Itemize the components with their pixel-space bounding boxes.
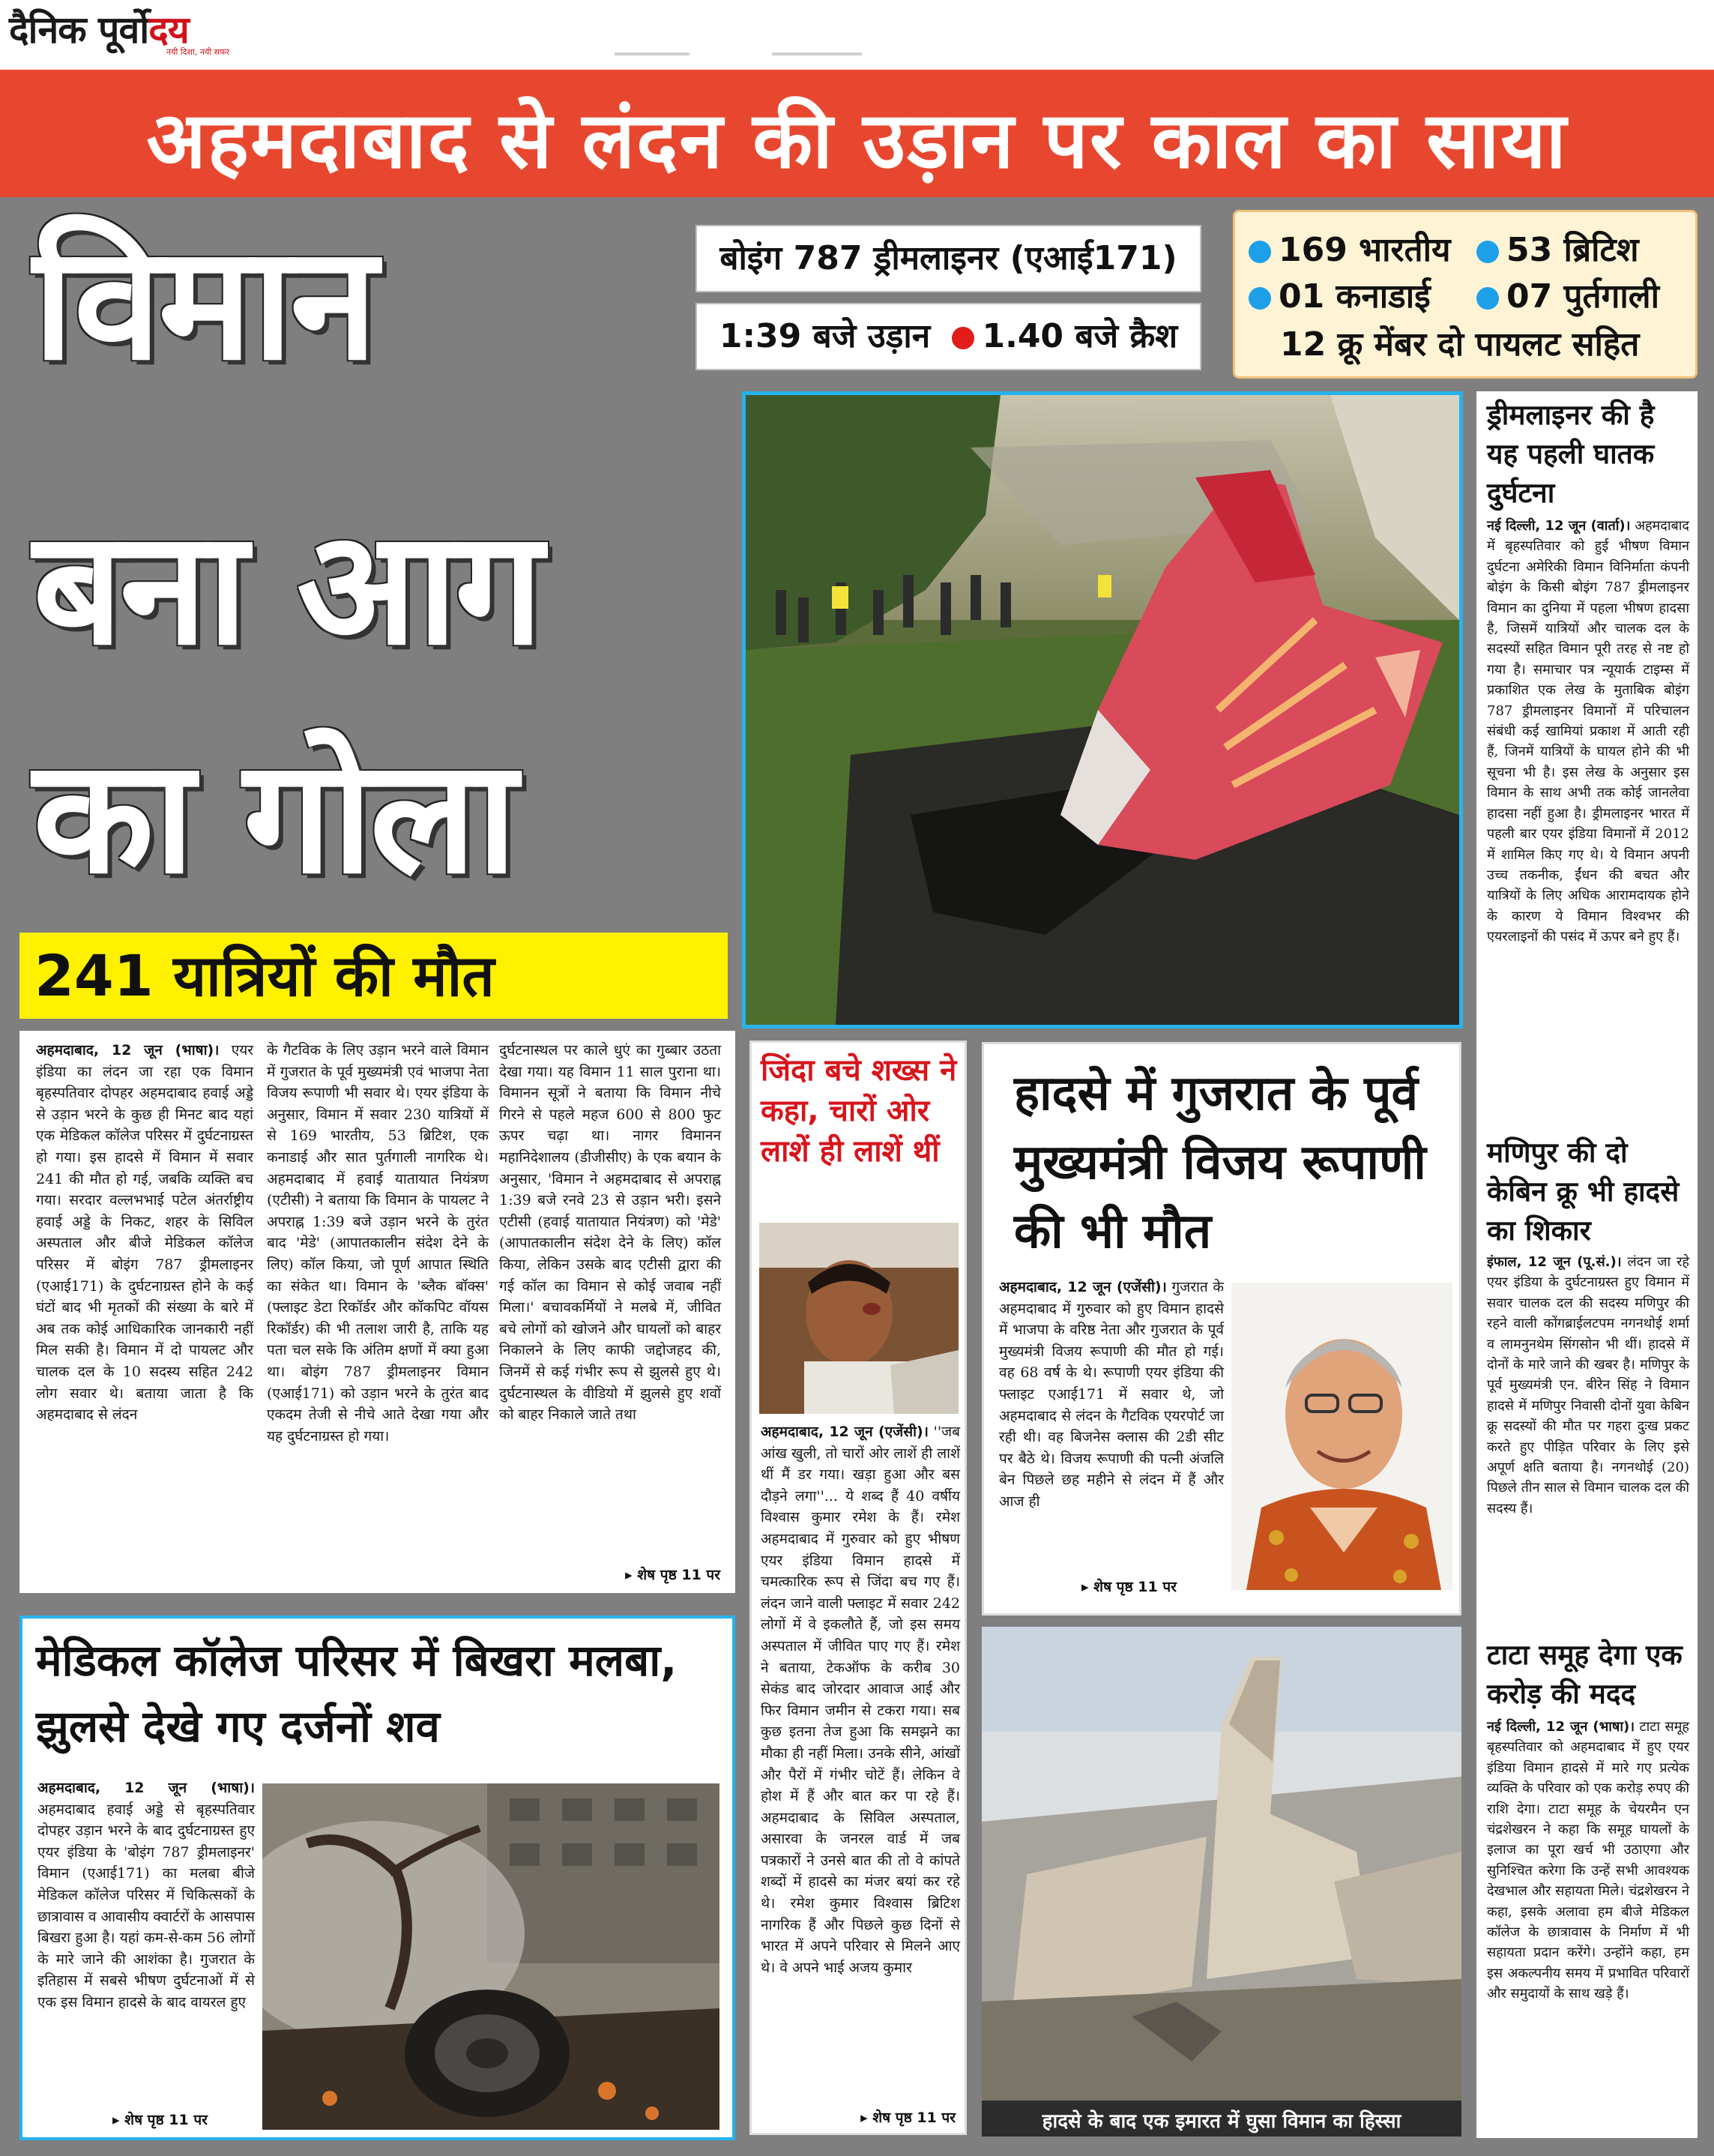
tail-photo-caption: हादसे के बाद एक इमारत में घुसा विमान का हिस्सा bbox=[982, 2101, 1461, 2137]
masthead-tagline: नयी दिशा, नयी सफर bbox=[166, 47, 230, 57]
main-story-dateline: अहमदाबाद, 12 जून (भाषा)। bbox=[36, 1042, 220, 1059]
headline-line1: विमान bbox=[33, 211, 375, 395]
survivor-continued: ▸ शेष पृष्ठ 11 पर bbox=[860, 2110, 956, 2126]
main-story-col1: अहमदाबाद, 12 जून (भाषा)। एयर इंडिया का लंदन जा रहा एक विमान बृहस्पतिवार दोपहर अहमदाबाद हवाई अड्डे से उड़ान भरने के कुछ ही मिनट बाद यहां एक मेडिकल कॉलेज परिसर में दुर्घटनाग्रस्त हो गया। इस हादसे में विमान में सवार 241 की मौत हो गई, जबकि व्यक्ति बच गया। सरदार वल्लभभाई पटेल अंतर्राष्ट्रीय हवाई अड्डे के निकट, शहर के सिविल अस्पताल और बीजे मेडिकल कॉलेज परिसर में बोइंग 787 ड्रीमलाइनर (एआई171) के दुर्घटनाग्रस्त होने के कई घंटों बाद भी मृतकों की संख्या के बारे में अब तक कोई आधिकारिक जानकारी नहीं मिल सकी है। विमान में दो पायलट और चालक दल के 10 सदस्य सहित 242 लोग सवार थे। बताया जाता है कि अहमदाबाद से लंदन bbox=[36, 1042, 254, 1424]
survivor-story bbox=[749, 1041, 967, 2135]
aircraft-info: बोइंग 787 ड्रीमलाइनर (एआई171) bbox=[695, 225, 1201, 292]
banner-title: अहमदाबाद से लंदन की उड़ान पर काल का साया bbox=[146, 94, 1568, 186]
rupani-continued: ▸ शेष पृष्ठ 11 पर bbox=[1081, 1579, 1177, 1595]
sidebar-headline-1: ड्रीमलाइनर की है यह पहली घातक दुर्घटना bbox=[1487, 399, 1655, 509]
bullet-dot bbox=[952, 327, 974, 349]
crash-time: 1.40 बजे क्रैश bbox=[982, 317, 1178, 355]
crash-site-photo bbox=[742, 391, 1463, 1029]
rupani-dateline: अहमदाबाद, 12 जून (एजेंसी)। bbox=[999, 1279, 1167, 1295]
survivor-body: अहमदाबाद, 12 जून (एजेंसी)। ''जब आंख खुली, तो चारों ओर लाशें ही लाशें थीं मैं डर गया। खड़ा हुआ और बस दौड़ने लगा''... ये शब्द हैं 40 वर्षीय विश्वास कुमार रमेश के हैं। रमेश अहमदाबाद में गुरुवार को हुए भीषण एयर इंडिया विमान हादसे में चमत्कारिक रूप से जिंदा बच गए हैं। लंदन जाने वाली फ्लाइट में सवार 242 लोगों में वे इकलौते हैं, जो इस समय अस्पताल में जीवित पाए गए हैं। रमेश ने बताया, टेकऑफ के करीब 30 सेकंड बाद जोरदार आवाज आई और फिर विमान जमीन से टकरा गया। सब कुछ इतना तेज हुआ कि समझने का मौका ही नहीं मिला। उनके सीने, आंखों और पैरों में गंभीर चोटें हैं। लेकिन वे होश में हैं और बात कर पा रहे हैं। अहमदाबाद के सिविल अस्पताल, असारवा के जनरल वार्ड में जब पत्रकारों ने उनसे बात की तो वे कांपते शब्दों में हादसे का मंजर बयां कर रहे थे। रमेश कुमार विश्वास ब्रिटिश नागरिक हैं और पिछले कुछ दिनों से भारत में अपने परिवार से मिलने आए थे। वे अपने भाई अजय कुमार bbox=[761, 1424, 960, 1976]
tail-building-photo bbox=[982, 1627, 1461, 2137]
medical-story bbox=[19, 1616, 735, 2140]
rupani-portrait bbox=[1231, 1283, 1452, 1590]
medical-continued: ▸ शेष पृष्ठ 11 पर bbox=[112, 2112, 208, 2128]
sidebar-story-1: नई दिल्ली, 12 जून (वार्ता)। अहमदाबाद में बृहस्पतिवार को हुई भीषण विमान दुर्घटना अमेरिकी विमान विनिर्माता कंपनी बोइंग के किसी बोइंग 787 ड्रीमलाइनर विमान का दुनिया में पहला भीषण हादसा है, जिसमें यात्रियों और चालक दल के सदस्यों सहित विमान पूरी तरह से नष्ट हो गया है। समाचार पत्र न्यूयार्क टाइम्स में प्रकाशित एक लेख के मुताबिक बोइंग 787 ड्रीमलाइनर विमानों में परिचालन संबंधी कई खामियां प्रकाश में आती रही हैं, जिनमें यात्रियों के घायल होने की भी सूचना भी है। इस लेख के अनुसार इस विमान के साथ अभी तक कोई जानलेवा हादसा नहीं हुआ है। ड्रीमलाइनर भारत में पहली बार एयर इंडिया विमानों में 2012 में शामिल किए गए थे। ये विमान अपनी उच्च तकनीक, ईंधन की बचत और यात्रियों के लिए अधिक आरामदायक होने के कारण ये विमान विश्वभर की एयरलाइनों की पसंद में ऊपर बने हुए हैं। bbox=[1487, 518, 1689, 945]
rupani-headline: हादसे में गुजरात के पूर्व मुख्यमंत्री विजय रूपाणी की भी मौत bbox=[1014, 1066, 1426, 1259]
passenger-british: 53 ब्रिटिश bbox=[1476, 226, 1639, 271]
wreckage-photo bbox=[262, 1783, 719, 2130]
bullet-dot bbox=[1249, 241, 1271, 263]
survivor-photo bbox=[759, 1223, 959, 1414]
main-story-col2: के गैटविक के लिए उड़ान भरने वाले विमान में गुजरात के पूर्व मुख्यमंत्री एवं भाजपा नेता विजय रूपाणी भी सवार थे। एयर इंडिया के अनुसार, विमान में सवार 230 यात्रियों में से 169 भारतीय, 53 ब्रिटिश, एक कनाडाई और सात पुर्तगाली नागरिक थे। अहमदाबाद में हवाई यातायात नियंत्रण (एटीसी) ने बताया कि विमान के पायलट ने अपराह्न 1:39 बजे उड़ान भरने के तुरंत बाद 'मेडे' (आपातकालीन संदेश देने के लिए) कॉल किया, जो पूर्ण आपात स्थिति का संकेत था। विमान के 'ब्लैक बॉक्स' (फ्लाइट डेटा रिकॉर्डर और कॉकपिट वॉयस रिकॉर्डर) की भी तलाश जारी है, ताकि यह पता चल सके कि अंतिम क्षणों में क्या हुआ था। बोइंग 787 ड्रीमलाइनर विमान (एआई171) को उड़ान भरने के तुरंत बाद एकदम तेजी से नीचे आते देखा गया और यह दुर्घटनाग्रस्त हो गया। bbox=[267, 1042, 489, 1445]
passenger-indian: 169 भारतीय bbox=[1249, 226, 1450, 271]
rupani-story bbox=[982, 1042, 1461, 1616]
headline-line2: बना आग bbox=[33, 496, 540, 680]
medical-headline: मेडिकल कॉलेज परिसर में बिखरा मलबा, झुलसे देखे गए दर्जनों शव bbox=[36, 1635, 678, 1752]
time-info bbox=[695, 303, 1201, 370]
headline-line3: का गोला bbox=[33, 725, 515, 909]
medical-dateline: अहमदाबाद, 12 जून (भाषा)। bbox=[37, 1780, 255, 1796]
bullet-dot bbox=[1476, 241, 1499, 263]
top-divider bbox=[772, 52, 862, 55]
banner bbox=[0, 70, 1714, 197]
sidebar-story-2: इंफाल, 12 जून (पू.सं.)। लंदन जा रहे एयर इंडिया के दुर्घटनाग्रस्त हुए विमान में सवार चालक दल की सदस्य मणिपुर की रहने वाली कोंगब्राईलटपम नगनथोई शर्मा व लामनुनथेम सिंगसोन भी थीं। हादसे में दोनों के मारे जाने की खबर है। मणिपुर के पूर्व मुख्यमंत्री एन. बीरेन सिंह ने विमान हादसे में मणिपुर निवासी दोनों युवा केबिन क्रू सदस्यों की मौत पर गहरा दुःख प्रकट करते हुए पीड़ित परिवार के लिए इसे अपूर्ण क्षति बताया है। नगनथोई (20) पिछले तीन साल से विमान चालक दल की सदस्य हैं। bbox=[1487, 1254, 1689, 1517]
bullet-dot bbox=[1476, 287, 1499, 310]
sidebar-dateline-1: नई दिल्ली, 12 जून (वार्ता)। bbox=[1487, 518, 1631, 534]
rupani-body: अहमदाबाद, 12 जून (एजेंसी)। गुजरात के अहमदाबाद में गुरुवार को हुए विमान हादसे में भाजपा के वरिष्ठ नेता और गुजरात के पूर्व मुख्यमंत्री विजय रूपाणी की मौत हो गई। वह 68 वर्ष के थे। रूपाणी एयर इंडिया की फ्लाइट एआई171 में सवार थे, जो अहमदाबाद से लंदन के गैटविक एयरपोर्ट जा रही थी। वह बिजनेस क्लास की 2डी सीट पर बैठे थे। विजय रूपाणी की पत्नी अंजलि बेन पिछले छह महीने से लंदन में हैं और आज ही bbox=[999, 1279, 1225, 1510]
bullet-dot bbox=[1249, 287, 1271, 310]
masthead-logo: दैनिक पूर्वोदय bbox=[9, 8, 189, 52]
survivor-headline: जिंदा बचे शख्स ने कहा, चारों ओर लाशें ही लाशें थीं bbox=[761, 1053, 957, 1169]
main-story bbox=[19, 1031, 735, 1593]
sidebar-story-3: नई दिल्ली, 12 जून (भाषा)। टाटा समूह बृहस्पतिवार को अहमदाबाद में हुए एयर इंडिया विमान हादसे में मारे गए प्रत्येक व्यक्ति के परिवार को एक करोड़ रुपए की राशि देगा। टाटा समूह के चेयरमैन एन चंद्रशेखरन ने कहा कि समूह घायलों के इलाज का पूरा खर्च भी उठाएगा और सुनिश्चित करेगा कि उन्हें सभी आवश्यक देखभाल और सहायता मिले। चंद्रशेखरन ने कहा, इसके अलावा हम बीजे मेडिकल कॉलेज के छात्रावास के निर्माण में भी सहायता प्रदान करेंगे। उन्होंने कहा, हम इस अकल्पनीय समय में प्रभावित परिवारों और समुदायों के साथ खड़े हैं। bbox=[1487, 1719, 1689, 2002]
passenger-breakdown bbox=[1233, 210, 1698, 379]
survivor-dateline: अहमदाबाद, 12 जून (एजेंसी)। bbox=[761, 1424, 929, 1440]
passenger-portuguese: 07 पुर्तगाली bbox=[1476, 272, 1659, 317]
takeoff-time: 1:39 बजे उड़ान bbox=[719, 317, 931, 355]
main-story-continued: ▸ शेष पृष्ठ 11 पर bbox=[625, 1567, 720, 1583]
main-story-col3: दुर्घटनास्थल पर काले धुएं का गुब्बार उठता देखा गया। यह विमान 11 साल पुराना था। विमानन सूत्रों ने बताया कि विमान नीचे गिरने से पहले महज 600 से 800 फुट ऊपर चढ़ा था। नागर विमानन महानिदेशालय (डीजीसीए) के एक बयान के अनुसार, 'विमान ने अहमदाबाद से अपराह्न 1:39 बजे रनवे 23 से उड़ान भरी। इसने एटीसी (हवाई यातायात नियंत्रण) को 'मेडे' (आपातकालीन संदेश देने के लिए) कॉल किया, लेकिन उसके बाद एटीसी द्वारा की गई कॉल का विमान से कोई जवाब नहीं मिला।' बचावकर्मियों ने मलबे में, जीवित बचे लोगों को खोजने और घायलों को बाहर निकालने के लिए काफी जद्दोजहद की, जिनमें से कई गंभीर रूप से झुलसे हुए थे। दुर्घटनास्थल के वीडियो में झुलसे हुए शवों को बाहर निकाले जाते तथा bbox=[499, 1042, 721, 1424]
passenger-canadian: 01 कनाडाई bbox=[1249, 272, 1431, 317]
passenger-crew: 12 क्रू मेंबर दो पायलट सहित bbox=[1280, 325, 1640, 364]
top-divider bbox=[615, 52, 689, 55]
sidebar-headline-2: मणिपुर की दो केबिन क्रू भी हादसे का शिकार bbox=[1487, 1136, 1680, 1247]
masthead bbox=[9, 3, 234, 63]
medical-body: अहमदाबाद, 12 जून (भाषा)। अहमदाबाद हवाई अड्डे से बृहस्पतिवार दोपहर उड़ान भरने के बाद दुर्घटनाग्रस्त हुए एयर इंडिया के 'बोइंग 787 ड्रीमलाइनर' विमान (एआई171) का मलबा बीजे मेडिकल कॉलेज परिसर में चिकित्सकों के छात्रावास व आवासीय क्वार्टरों के आसपास बिखरा हुआ है। यहां कम-से-कम 56 लोगों के मारे जाने की आशंका है। गुजरात के इतिहास में सबसे भीषण दुर्घटनाओं में से एक इस विमान हादसे के बाद वायरल हुए bbox=[37, 1780, 255, 2011]
deaths-banner: 241 यात्रियों की मौत bbox=[19, 933, 728, 1019]
sidebar bbox=[1476, 391, 1698, 2138]
sidebar-dateline-2: इंफाल, 12 जून (पू.सं.)। bbox=[1487, 1254, 1622, 1270]
sidebar-dateline-3: नई दिल्ली, 12 जून (भाषा)। bbox=[1487, 1719, 1635, 1735]
sidebar-headline-3: टाटा समूह देगा एक करोड़ की मदद bbox=[1487, 1639, 1683, 1710]
